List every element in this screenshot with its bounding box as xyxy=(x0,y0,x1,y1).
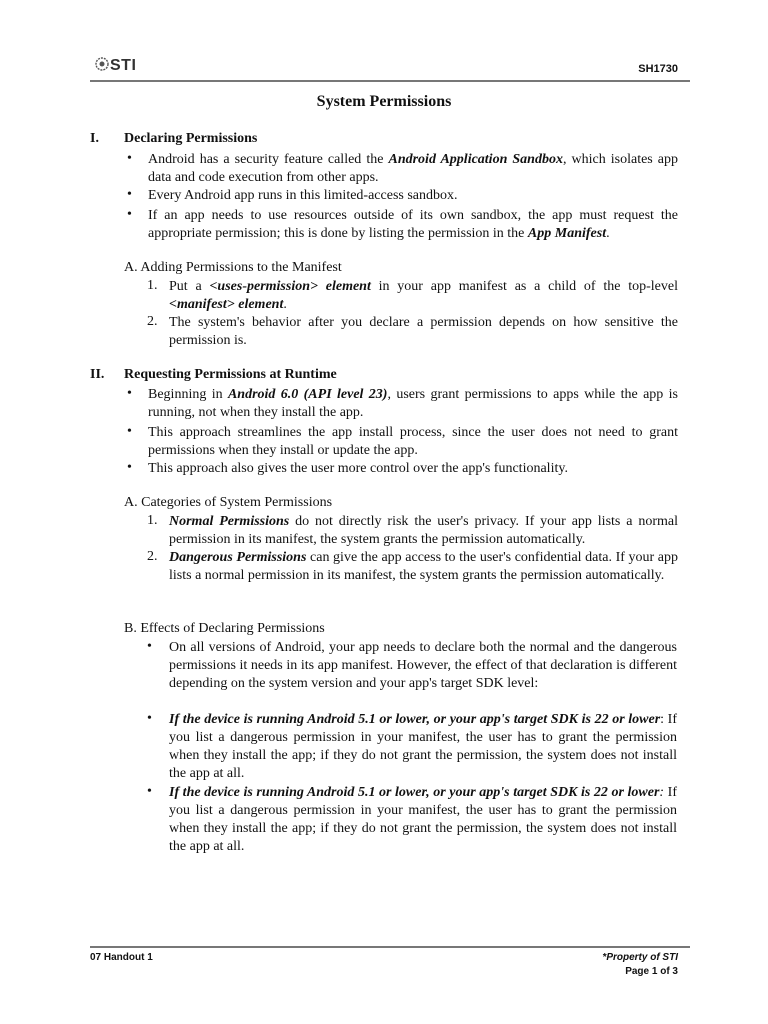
list-number: 2. xyxy=(147,549,158,564)
list-number: 1. xyxy=(147,278,158,293)
bullet-marker: • xyxy=(127,386,132,401)
list-number: 1. xyxy=(147,513,158,528)
section-2-bullet-3: This approach also gives the user more control over the app's functionality. xyxy=(148,461,568,476)
section-1-numeral: I. xyxy=(90,131,99,146)
section-2-sub-a-item-1: Normal Permissions do not directly risk the user's privacy. If your app lists a normal permission in its manifest, the system grants the permission automatically. xyxy=(169,514,678,547)
page-number: Page 1 of 3 xyxy=(625,966,678,977)
section-2-sub-a-item-2: Dangerous Permissions can give the app access to the user's confidential data. If your app lists a normal permission in its manifest, the system grants the permission automatically. xyxy=(169,550,678,583)
bullet-marker: • xyxy=(127,460,132,475)
section-1-bullet-3: If an app needs to use resources outside of its own sandbox, the app must request the appropriate permission; this is done by listing the permission in the App Manifest. xyxy=(148,208,678,241)
section-2-sub-b-bullet-3: If the device is running Android 5.1 or lower, or your app's target SDK is 22 or lower: If you list a dangerous permission in your manifest, the user has to grant the permission when they install the app; if they do not grant the permission, the system does not install the app at all. xyxy=(169,785,677,854)
bullet-marker: • xyxy=(127,151,132,166)
section-1-sub-a: A. Adding Permissions to the Manifest xyxy=(124,260,342,275)
bullet-marker: • xyxy=(127,207,132,222)
section-2-title: Requesting Permissions at Runtime xyxy=(124,367,337,382)
header-divider xyxy=(90,80,690,82)
list-number: 2. xyxy=(147,314,158,329)
section-1-bullet-1: Android has a security feature called the Android Application Sandbox, which isolates app data and code execution from other apps. xyxy=(148,152,678,185)
bullet-marker: • xyxy=(147,784,152,799)
footer-property-note: *Property of STI xyxy=(602,952,678,963)
section-2-sub-b-bullet-1: On all versions of Android, your app needs to declare both the normal and the dangerous permissions it needs in its app manifest. However, the effect of that declaration is different depending on the system version and your app's target SDK level: xyxy=(169,640,677,691)
footer-handout-label: 07 Handout 1 xyxy=(90,952,153,963)
section-2-sub-b-bullet-2: If the device is running Android 5.1 or lower, or your app's target SDK is 22 or lower: If you list a dangerous permission in your manifest, the user has to grant the permission when they install the app; if they do not grant the permission, the system does not install the app at all. xyxy=(169,712,677,781)
bullet-marker: • xyxy=(127,187,132,202)
sti-logo xyxy=(95,57,136,75)
page-title: System Permissions xyxy=(316,93,452,110)
logo-text: STI xyxy=(110,57,137,74)
section-2-numeral: II. xyxy=(90,367,105,382)
section-1-sub-a-item-2: The system's behavior after you declare a permission depends on how sensitive the permission is. xyxy=(169,315,678,348)
section-2-sub-b: B. Effects of Declaring Permissions xyxy=(124,621,325,636)
section-1-title: Declaring Permissions xyxy=(124,131,258,146)
section-2-bullet-2: This approach streamlines the app install process, since the user does not need to grant permissions when they install or update the app. xyxy=(148,425,678,458)
section-2-sub-a: A. Categories of System Permissions xyxy=(124,495,333,510)
section-1-sub-a-item-1: Put a <uses-permission> element in your app manifest as a child of the top-level <manifest> element. xyxy=(169,279,679,312)
bullet-marker: • xyxy=(147,711,152,726)
bullet-marker: • xyxy=(127,424,132,439)
bullet-marker: • xyxy=(147,639,152,654)
document-code: SH1730 xyxy=(638,63,678,75)
section-1-bullet-2: Every Android app runs in this limited-access sandbox. xyxy=(148,188,458,203)
sti-globe-icon xyxy=(95,57,109,71)
footer-divider xyxy=(90,946,690,948)
section-2-bullet-1: Beginning in Android 6.0 (API level 23), users grant permissions to apps while the app is running, not when they install the app. xyxy=(148,387,678,420)
